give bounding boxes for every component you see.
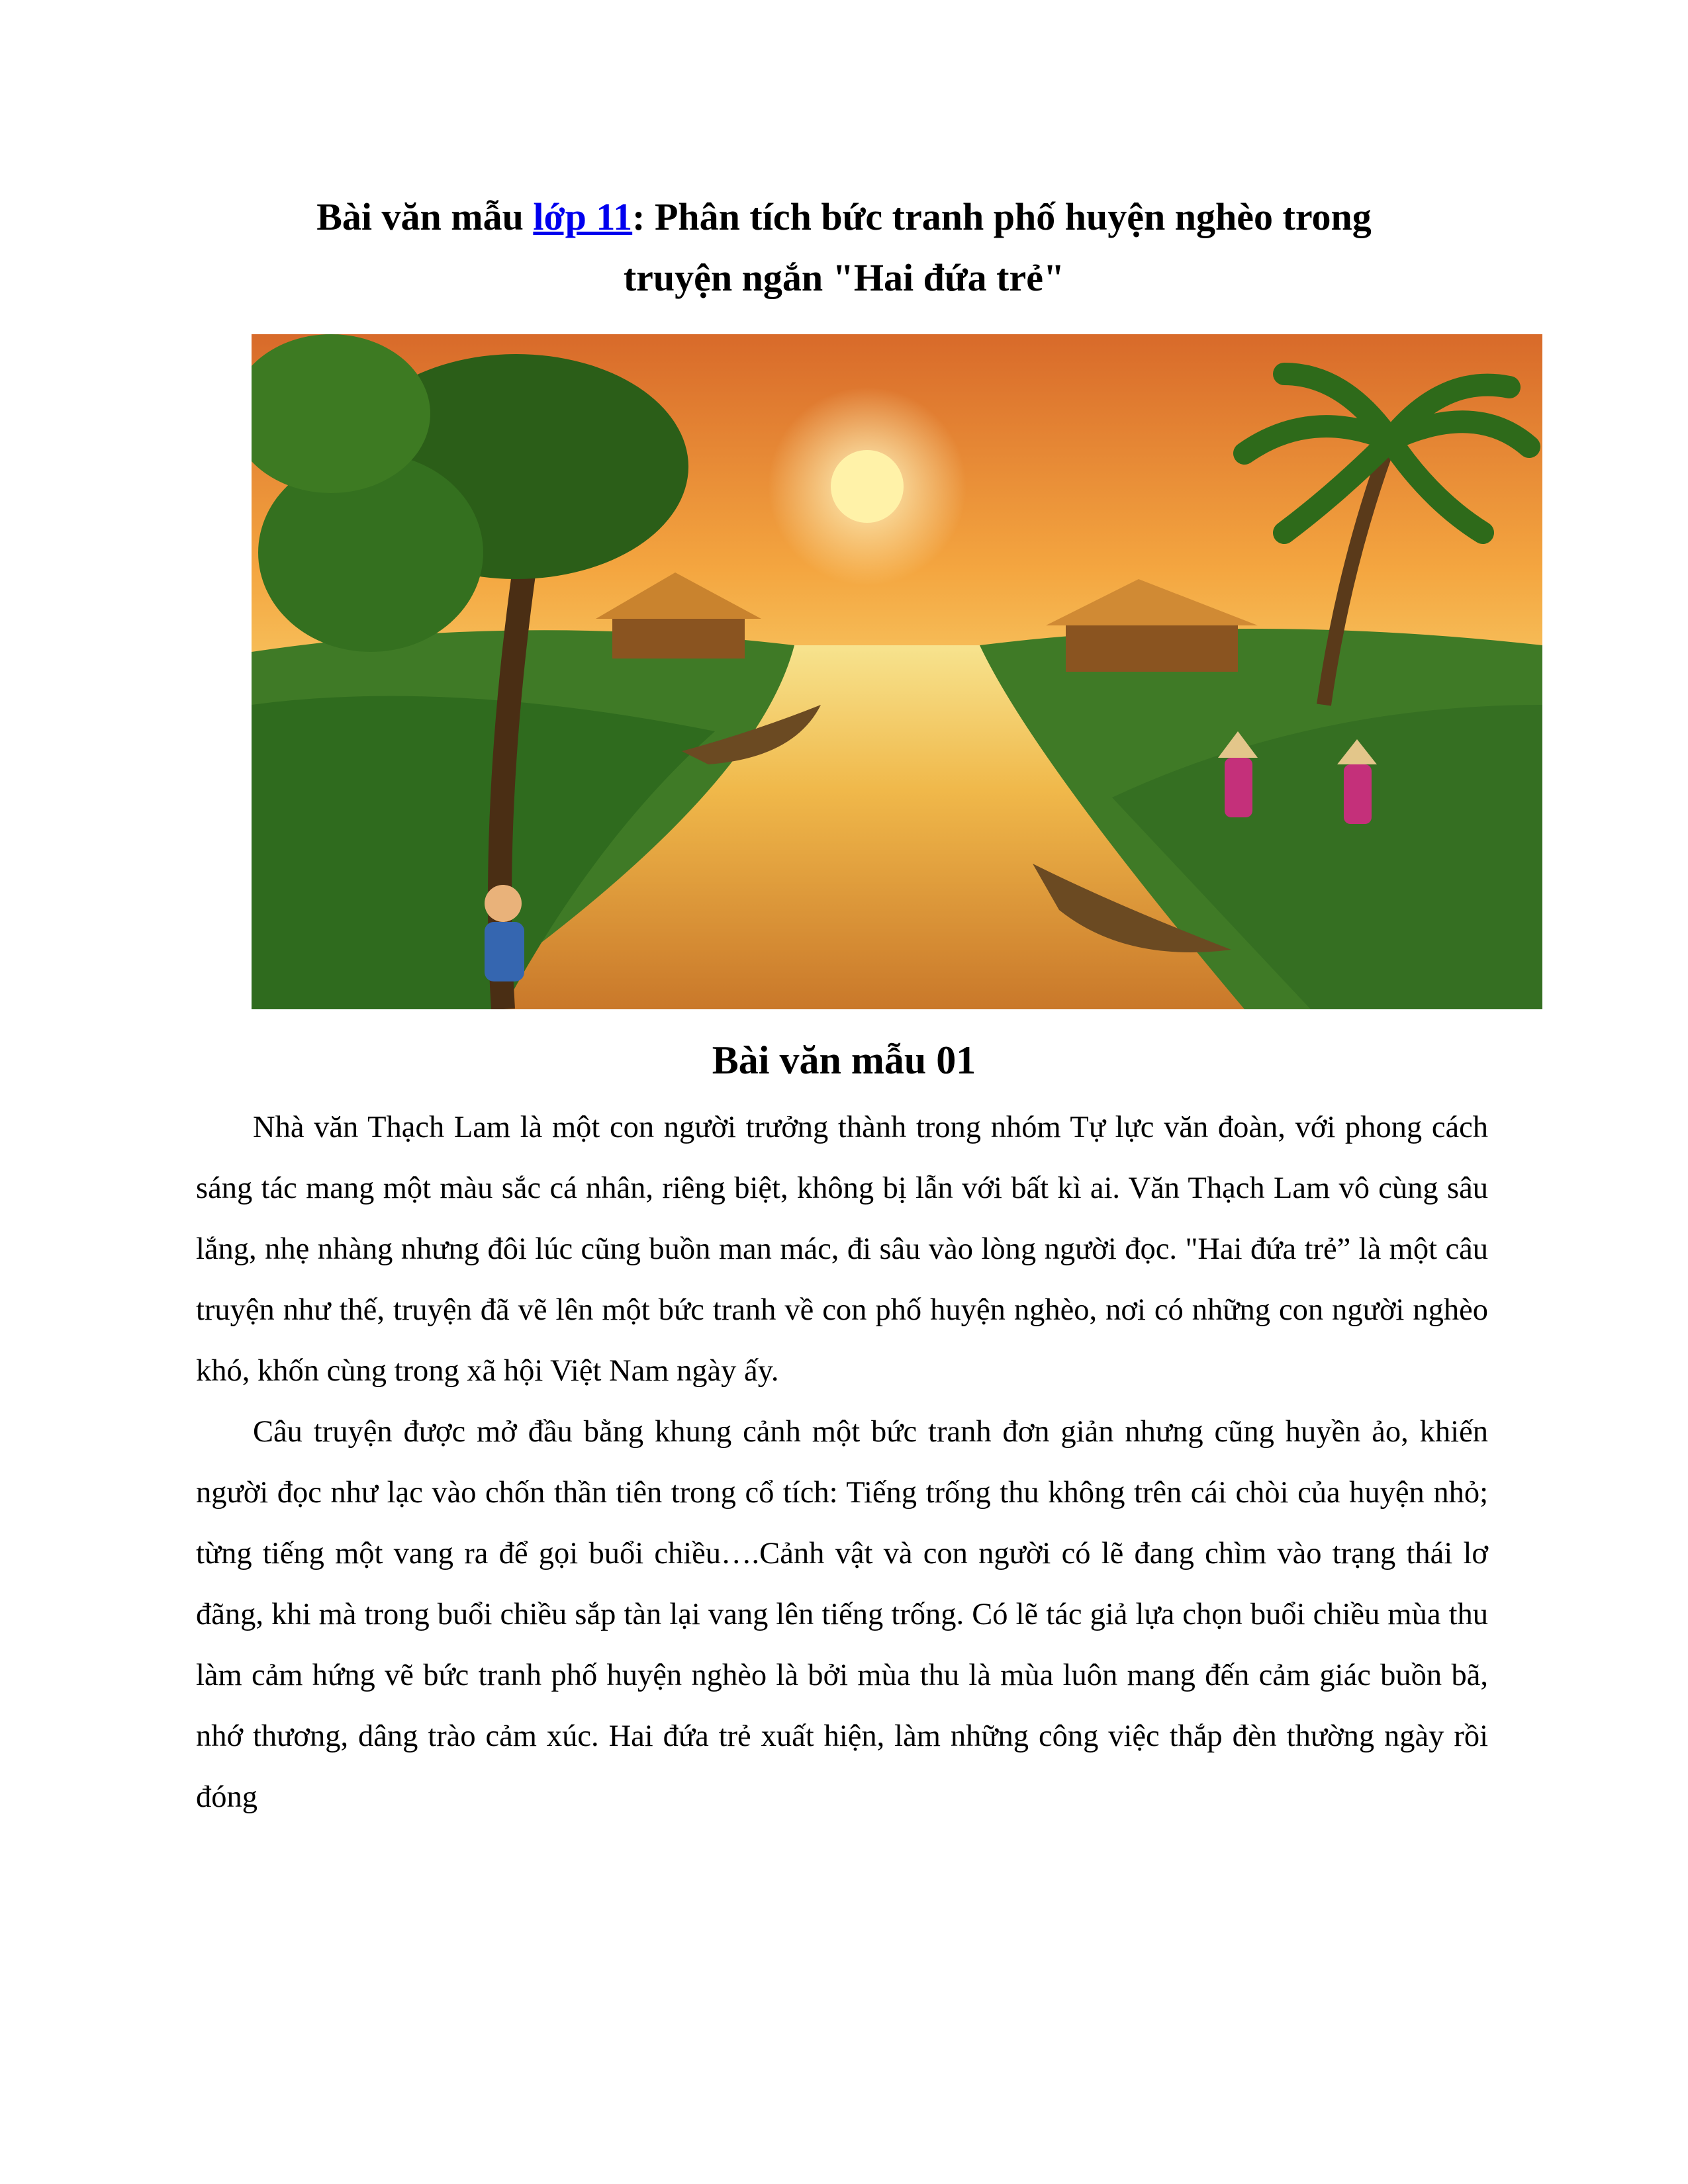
section-title: Bài văn mẫu 01 [712,1038,976,1082]
title-line1-rest: : Phân tích bức tranh phố huyện nghèo trong [632,195,1372,238]
title-line2: truyện ngắn "Hai đứa trẻ" [623,256,1065,299]
paragraph: Câu truyện được mở đầu bằng khung cảnh một bức tranh đơn giản nhưng cũng huyền ảo, khiến người đọc như lạc vào chốn thần tiên trong cổ tích: Tiếng trống thu không trên cái chòi của huyện nhỏ; từng tiếng một vang ra để gọi buổi chiều….Cảnh vật và con người có lẽ đang chìm vào trạng thái lơ đãng, khi mà trong buổi chiều sắp tàn lại vang lên tiếng trống. Có lẽ tác giả lựa chọn buổi chiều mùa thu làm cảm hứng vẽ bức tranh phố huyện nghèo là bởi mùa thu là mùa luôn mang đến cảm giác buồn bã, nhớ thương, dâng trào cảm xúc. Hai đứa trẻ xuất hiện, làm những công việc thắp đèn thường ngày rồi đóng [196,1415,1488,1814]
sun-icon [831,450,904,523]
figure-fishing-icon [485,885,524,981]
paragraph: Nhà văn Thạch Lam là một con người trưởng thành trong nhóm Tự lực văn đoàn, với phong cách sáng tác mang một màu sắc cá nhân, riêng biệt, không bị lẫn với bất kì ai. Văn Thạch Lam vô cùng sâu lắng, nhẹ nhàng nhưng đôi lúc cũng buồn man mác, đi sâu vào lòng người đọc. "Hai đứa trẻ” là một câu truyện như thế, truyện đã vẽ lên một bức tranh về con phố huyện nghèo, nơi có những con người nghèo khó, khốn cùng trong xã hội Việt Nam ngày ấy. [196,1111,1488,1388]
title-prefix: Bài văn mẫu [316,195,534,238]
page-title [199,187,1489,308]
river-village-sunset-painting [252,334,1542,1009]
grade-11-link[interactable]: lớp 11 [533,195,633,238]
article-body [196,1097,1488,1828]
